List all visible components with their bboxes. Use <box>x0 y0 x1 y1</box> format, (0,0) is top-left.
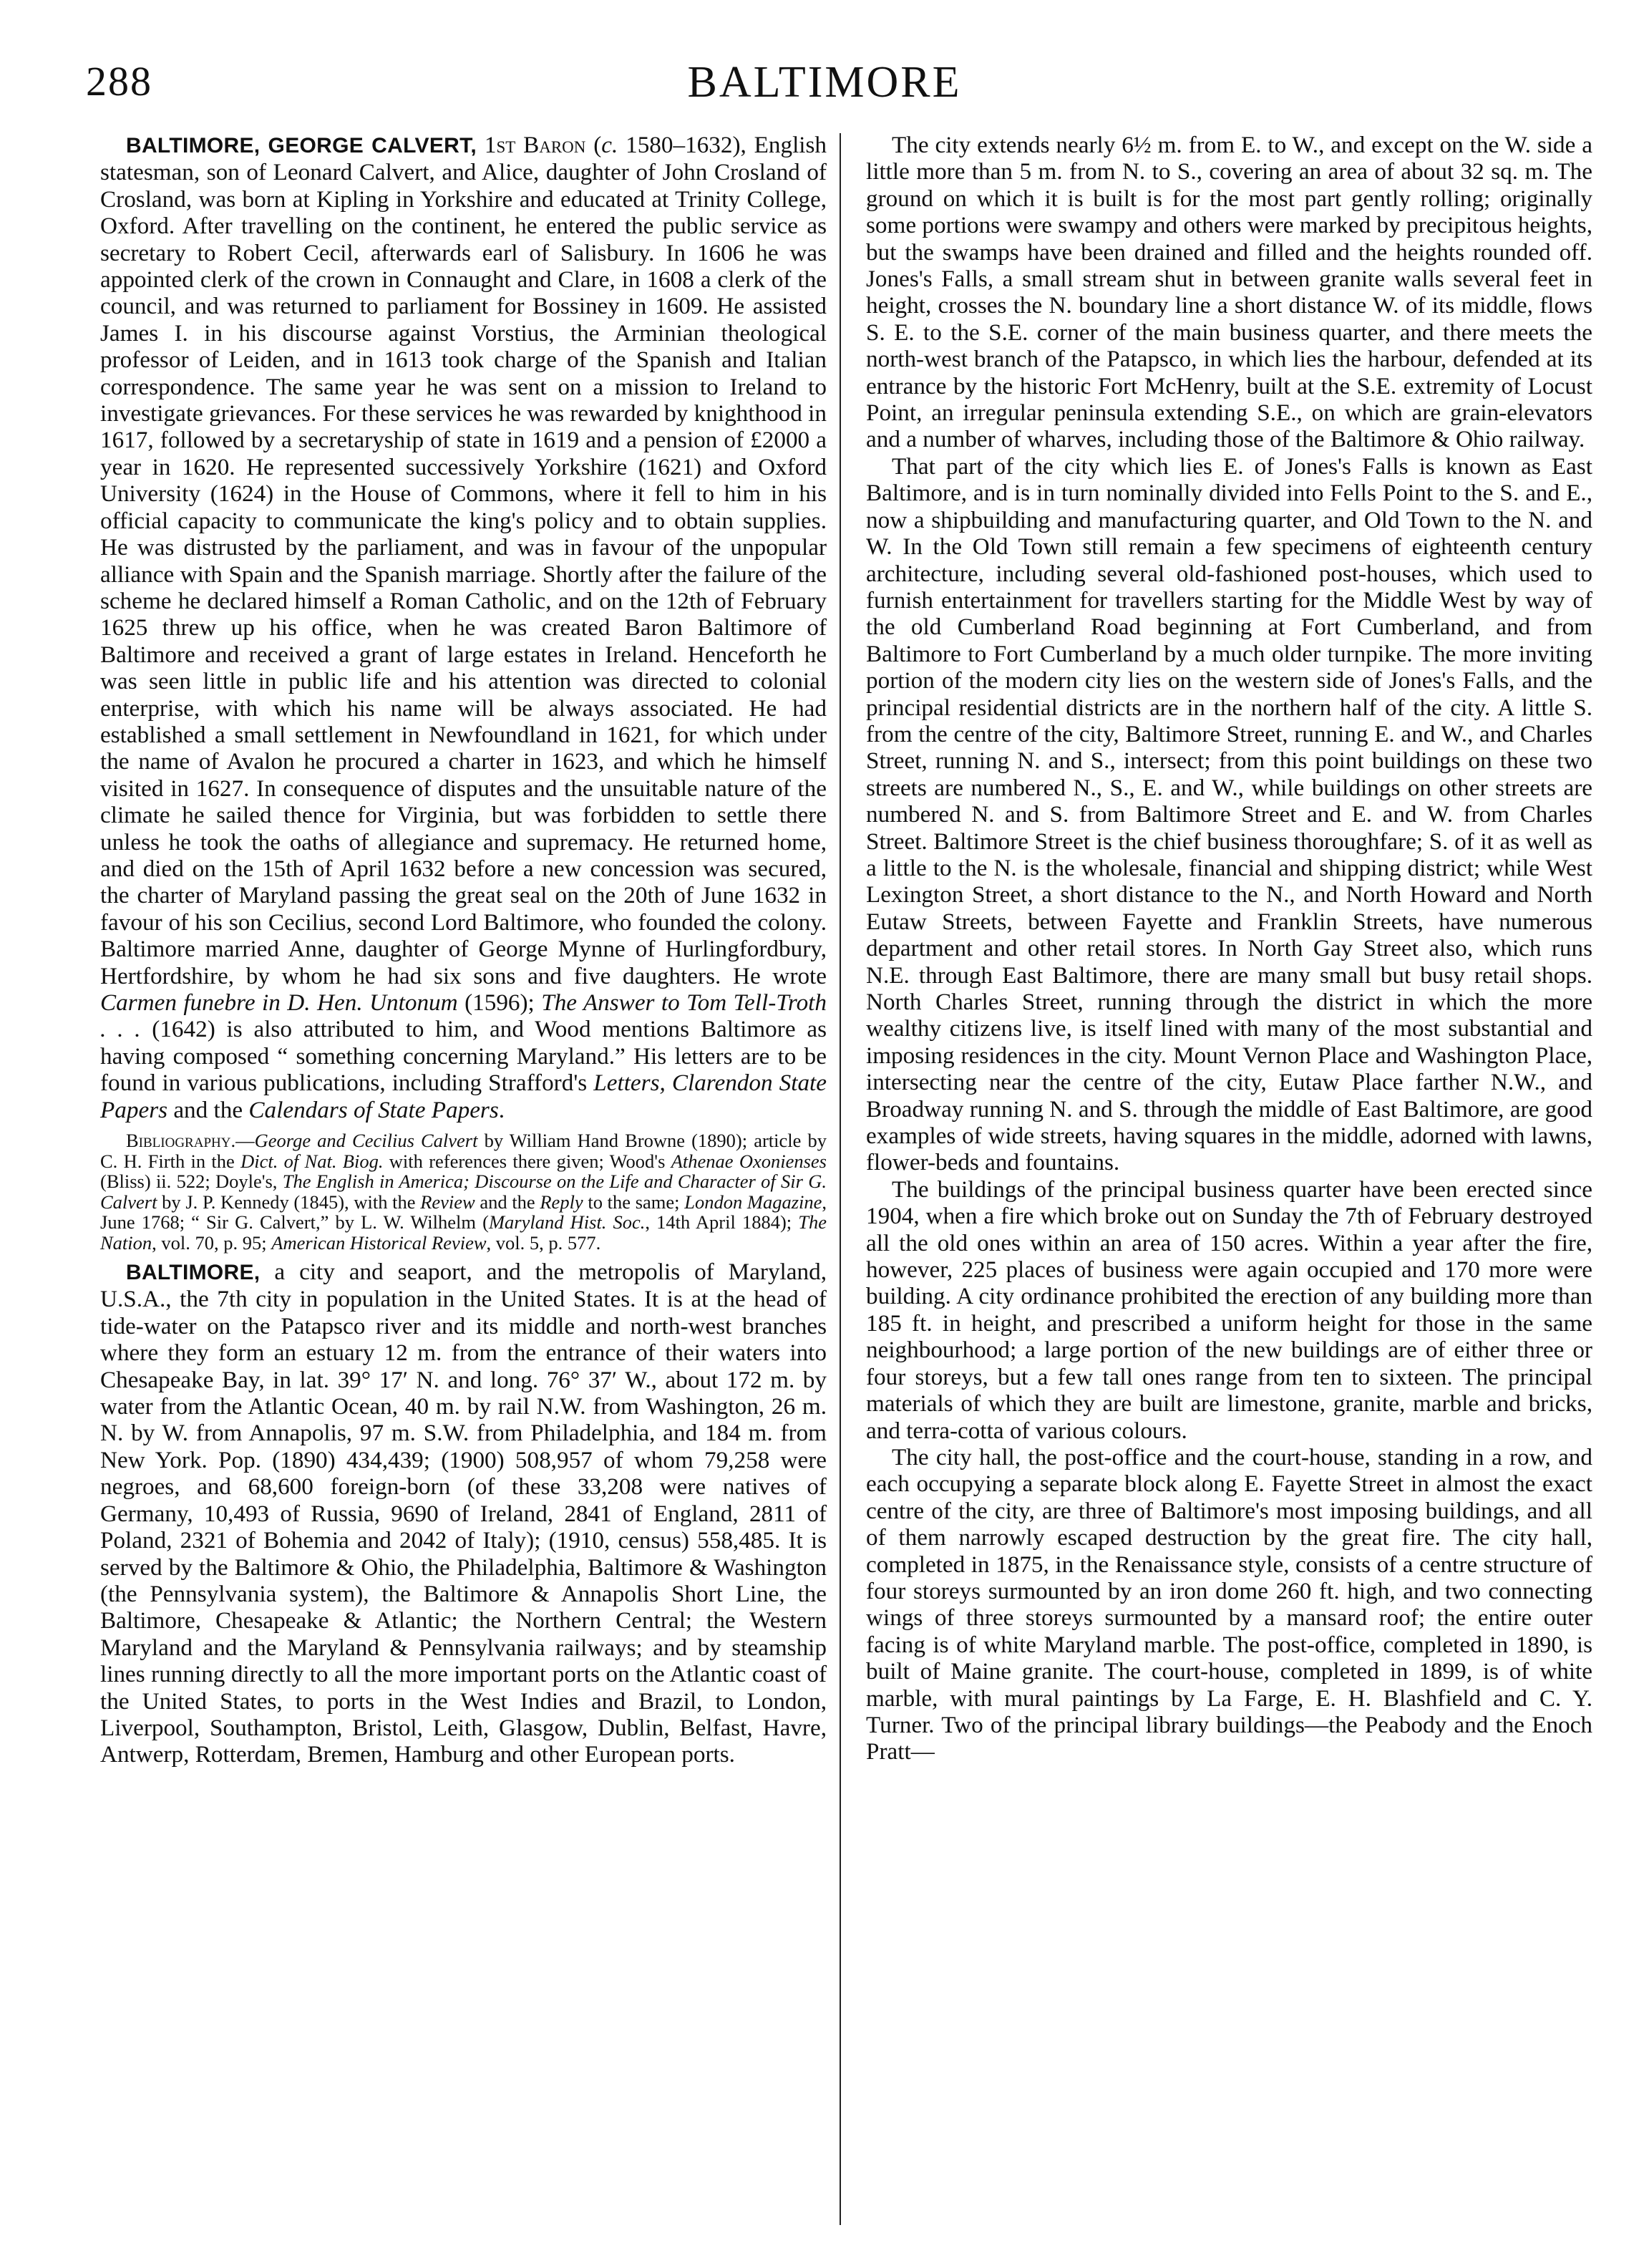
right-paragraph-4: The city hall, the post-office and the court-house, standing in a row, and each occupying a separate block along E. Fayette Street in almost the exact centre of the city, are three of Baltimore's most imposing buildings, and all of them narrowly escaped destruction by the great fire. The city hall, completed in 1875, in the Renaissance style, consists of a centre structure of four storeys surmounted by an iron dome 260 ft. high, and two connecting wings of three storeys surmounted by a mansard roof; the entire outer facing is of white Maryland marble. The post-office, completed in 1890, is built of Maine granite. The court-house, completed in 1899, is of white marble, with mural paintings by La Farge, E. H. Blashfield and C. Y. Turner. Two of the principal library buildings—the Peabody and the Enoch Pratt— <box>866 1443 1592 1765</box>
bib-text-3: (Bliss) ii. 522; Doyle's, <box>100 1171 283 1193</box>
calvert-dates: 1580–1632), <box>618 132 746 158</box>
city-body: a city and seaport, and the metropolis of Maryland, U.S.A., the 7th city in population in the United States. It is at the head of tide-water on the Patapsco river and its middle and north-west branches where they form an estuary 12 m. from the entrance of their waters into Chesapeake Bay, in lat. 39° 17′ N. and long. 76° 37′ W., about 172 m. by water from the Atlantic Ocean, 40 m. by rail N.W. from Washington, 26 m. N. by W. from Annapolis, 97 m. S.W. from Philadelphia, and 184 m. from New York. Pop. (1890) 434,439; (1900) 508,957 of whom 79,258 were negroes, and 68,600 foreign-born (of these 33,208 were natives of Germany, 10,493 of Russia, 9690 of Ireland, 2841 of England, 2811 of Poland, 2321 of Bohemia and 2042 of Italy); (1910, census) 558,485. It is served by the Baltimore & Ohio, the Philadelphia, Baltimore & Washington (the Pennsylvania system), the Baltimore & Annapolis Short Line, the Baltimore, Chesapeake & Atlantic; the Northern Central; the Western Maryland and the Maryland & Pennsylvania railways; and by steamship lines running directly to all the more important ports on the Atlantic coast of the United States, to ports in the West Indies and Brazil, to London, Liverpool, Southampton, Bristol, Leith, Glasgow, Dublin, Belfast, Havre, Antwerp, Rotterdam, Bremen, Hamburg and other European ports. <box>100 1259 827 1768</box>
bib-ref-1: George and Cecilius Calvert <box>254 1130 478 1152</box>
calvert-headword: BALTIMORE, GEORGE CALVERT, <box>126 134 477 158</box>
calvert-article <box>100 132 827 1123</box>
calvert-work-3: Letters, Clarendon State Papers <box>100 1070 827 1123</box>
bib-ref-2: Dict. of Nat. Biog. <box>240 1150 384 1172</box>
right-paragraph-2: That part of the city which lies E. of Jones's Falls is known as East Baltimore, and is in turn nominally divided into Fells Point to the S. and E., now a shipbuilding and manufacturing quarter, and Old Town to the N. and W. In the Old Town still remain a few specimens of eighteenth century architecture, including several old-fashioned post-houses, which used to furnish entertainment for travellers starting for the Middle West by way of the old Cumberland Road beginning at Fort Cumberland, and from Baltimore to Fort Cumberland by a much older turnpike. The more inviting portion of the modern city lies on the western side of Jones's Falls, and the principal residential districts are in the northern half of the city. A little S. from the centre of the city, Baltimore Street, running E. and W., and Charles Street, running N. and S., intersect; from this point buildings on these two streets are numbered N., S., E. and W., while buildings on other streets are numbered N. and S. from Baltimore Street and E. and W. from Charles Street. Baltimore Street is the chief business thoroughfare; S. of it as well as a little to the N. is the wholesale, financial and shipping district; while West Lexington Street, a short distance to the N., and North Howard and North Eutaw Streets, between Fayette and Franklin Streets, have numerous department and other retail stores. In North Gay Street also, which runs N.E. through East Baltimore, there are many small but busy retail shops. North Charles Street, running through the district in which the more wealthy citizens live, is itself lined with many of the most substantial and imposing residences in the city. Mount Vernon Place and Washington Place, intersecting near the centre of the city, Eutaw Place farther N.W., and Broadway running N. and S. through the middle of East Baltimore, are good examples of wide streets, having squares in the middle, adorned with lawns, flower-beds and fountains. <box>866 452 1592 1176</box>
calvert-body-5: . <box>498 1096 505 1123</box>
bibliography <box>100 1130 827 1253</box>
bib-ref-9: The Nation <box>100 1211 827 1254</box>
calvert-work-4: Calendars of State Papers <box>248 1096 499 1123</box>
bib-ref-6: Reply <box>540 1191 583 1213</box>
bib-text-2: with references there given; Wood's <box>383 1150 671 1172</box>
bibliography-dash: — <box>235 1130 255 1152</box>
calvert-dates-open: ( <box>585 132 602 158</box>
city-headword: BALTIMORE, <box>126 1261 261 1285</box>
bib-text-1: by William Hand Browne (1890); article by C. H. Firth in the <box>100 1130 827 1172</box>
bib-text-5: and the <box>475 1191 540 1213</box>
bib-ref-7: London Magazine <box>684 1191 822 1213</box>
bib-text-8: , 14th April 1884); <box>645 1211 799 1234</box>
bib-text-10: , vol. 5, p. 577. <box>486 1231 601 1254</box>
right-paragraph-1: The city extends nearly 6½ m. from E. to W., and except on the W. side a little more than 5 m. from N. to S., covering an area of about 32 sq. m. The ground on which it is built is for the most part gently rolling; originally some portions were swampy and others were marked by precipitous heights, but the swamps have been drained and filled and the heights rounded off. Jones's Falls, a small stream shut in between granite walls several feet in height, crosses the N. boundary line a short distance W. of its middle, flows S. E. to the S.E. corner of the main business quarter, and there meets the north-west branch of the Patapsco, in which lies the harbour, defended at its entrance by the historic Fort McHenry, built at the S.E. extremity of Locust Point, an irregular peninsula extending S.E., on which are grain-elevators and a number of wharves, including those of the Baltimore & Ohio railway. <box>866 132 1592 453</box>
page-number: 288 <box>86 58 152 105</box>
calvert-body-2: (1596); <box>457 989 542 1016</box>
bib-text-9: , vol. 70, p. 95; <box>152 1231 272 1254</box>
calvert-body-1: English statesman, son of Leonard Calvert, and Alice, daughter of John Crosland of Crosland, was born at Kipling in Yorkshire and educated at Trinity College, Oxford. After travelling on the continent, he entered the public service as secretary to Robert Cecil, afterwards earl of Salisbury. In 1606 he was appointed clerk of the crown in Connaught and Clare, in 1608 a clerk of the council, and was returned to parliament for Bossiney in 1609. He assisted James I. in his discourse against Vorstius, the Arminian theological professor of Leiden, and in 1613 took charge of the Spanish and Italian correspondence. The same year he was sent on a mission to Ireland to investigate grievances. For these services he was rewarded by knighthood in 1617, followed by a secretaryship of state in 1619 and a pension of £2000 a year in 1620. He represented successively Yorkshire (1621) and Oxford University (1624) in the House of Commons, where it fell to him in his official capacity to communicate the king's policy and to obtain supplies. He was distrusted by the parliament, and was in favour of the unpopular alliance with Spain and the Spanish marriage. Shortly after the failure of the scheme he declared himself a Roman Catholic, and on the 12th of February 1625 threw up his office, when he was created Baron Baltimore of Baltimore and received a grant of large estates in Ireland. Henceforth he was seen little in public life and his attention was directed to colonial enterprise, with which his name will be always associated. He had established a small settlement in Newfoundland in 1621, for which under the name of Avalon he procured a charter in 1623, and which he himself visited in 1627. In consequence of disputes and the unsuitable nature of the climate he sailed thence for Virginia, but was forbidden to settle there unless he took the oaths of allegiance and supremacy. He returned home, and died on the 15th of April 1632 before a new concession was secured, the charter of Maryland passing the great seal on the 20th of June 1632 in favour of his son Cecilius, second Lord Baltimore, who founded the colony. Baltimore married Anne, daughter of George Mynne of Hurlingfordbury, Hertfordshire, by whom he had six sons and five daughters. He wrote <box>100 132 827 989</box>
calvert-work-1: Carmen funebre in D. Hen. Untonum <box>100 989 458 1016</box>
column-rule <box>840 133 841 2225</box>
bib-ref-4: The English in America; Discourse on the Life and Character of Sir G. Calvert <box>100 1171 827 1213</box>
calvert-work-2: The Answer to Tom Tell-Troth . . . <box>100 989 827 1043</box>
bib-text-6: to the same; <box>583 1191 685 1213</box>
bib-text-4: by J. P. Kennedy (1845), with the <box>157 1191 421 1213</box>
city-article <box>100 1259 827 1768</box>
bib-ref-5: Review <box>420 1191 475 1213</box>
page-header <box>86 57 1563 122</box>
calvert-body-3: (1642) is also attributed to him, and Wood mentions Baltimore as having composed “ something concerning Maryland.” His letters are to be found in various publications, including Strafford's <box>100 1016 827 1097</box>
bibliography-label: Bibliography. <box>126 1130 236 1152</box>
right-column <box>866 132 1592 1765</box>
bib-text-7: , June 1768; “ Sir G. Calvert,” by L. W. Wilhelm ( <box>100 1191 827 1234</box>
running-head: BALTIMORE <box>687 58 962 107</box>
left-column <box>100 132 827 1768</box>
bib-ref-8: Maryland Hist. Soc. <box>488 1211 646 1234</box>
calvert-body-4: and the <box>167 1096 249 1123</box>
right-paragraph-3: The buildings of the principal business quarter have been erected since 1904, when a fire which broke out on Sunday the 7th of February destroyed all the old ones within an area of 150 acres. Within a year after the fire, however, 225 places of business were again occupied and 170 more were building. A city ordinance prohibited the erection of any building more than 185 ft. in height, and prescribed a uniform height for those in the same neighbourhood; a large portion of the new buildings are of either three or four storeys, but a few tall ones range from ten to sixteen. The principal materials of which they are built are limestone, granite, marble and bricks, and terra-cotta of various colours. <box>866 1176 1592 1444</box>
bib-ref-10: American Historical Review <box>271 1231 487 1254</box>
calvert-title: 1st Baron <box>484 132 586 158</box>
bib-ref-3: Athenae Oxonienses <box>671 1150 827 1172</box>
calvert-circa: c. <box>601 132 618 158</box>
